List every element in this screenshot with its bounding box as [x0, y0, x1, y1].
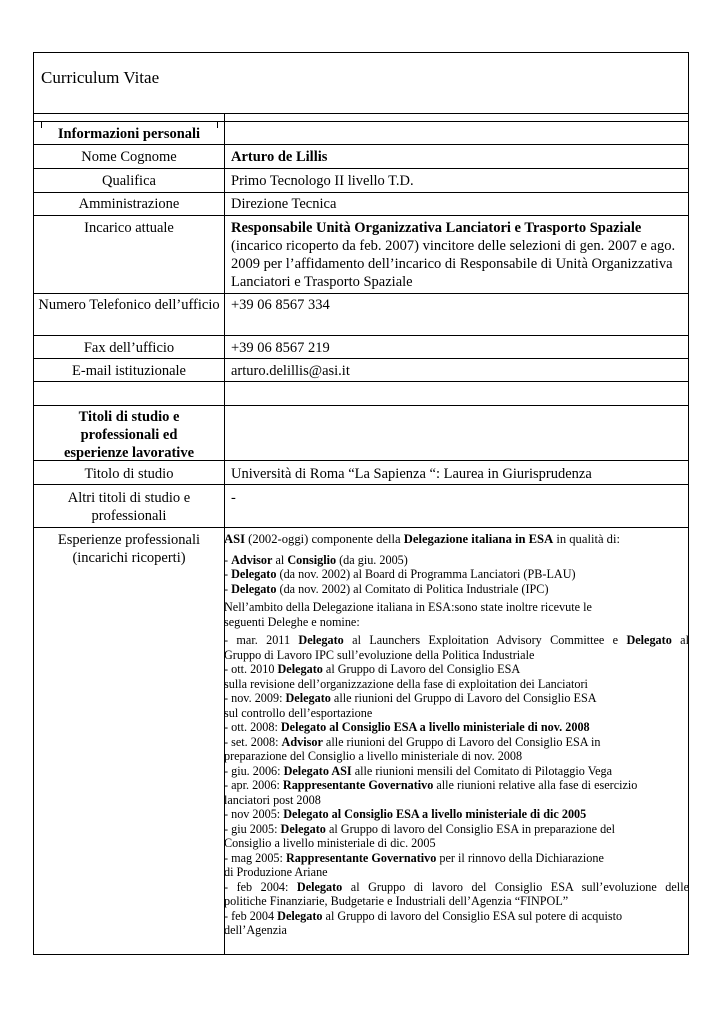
list-item: - ott. 2008: Delegato al Consiglio ESA a livello ministeriale di nov. 2008: [224, 720, 590, 734]
list-item: - giu. 2006: Delegato ASI alle riunioni mensili del Comitato di Pilotaggio Vega: [224, 763, 613, 778]
divider: [33, 168, 689, 169]
deleghe-list: - mar. 2011 Delegato al Launchers Exploitation Advisory Committee e Delegato al Gruppo di Lavoro IPC sull’evoluzione della Politica Industriale - ott. 2010 Delegato al Gruppo di Lavoro del Consiglio ESA sulla revisione dell’organizzazione della fase di exploitation dei Lanciatori - nov. 2009: Delegato alle riunioni del Gruppo di Lavoro del Consiglio ESA sul controllo dell’esportazione - ott. 2008: Delegato al Consiglio ESA a livello ministeriale di nov. 2008 - set. 2008: Advisor alle riunioni del Gruppo di Lavoro del Consiglio ESA in preparazione del Consiglio a livello ministeriale di nov. 2008 - giu. 2006: Delegato ASI alle riunioni mensili del Comitato di Pilotaggio Vega - apr. 2006: Rappresentante Governativo alle riunioni relative alla fase di esercizio lanciatori post 2008 - nov 2005: Delegato al Consiglio ESA a livello ministeriale di dic 2005 - giu 2005: Delegato al Gruppo di lavoro del Consiglio ESA in preparazione del Consiglio a livello ministeriale di dic. 2005 - mag 2005: Rappresentante Governativo per il rinnovo della Dichiarazione di Produzione Ariane - feb 2004: Delegato al Gruppo di lavoro del Consiglio ESA sull’evoluzione delle politiche Finanziarie, Budgetarie e Industriali dell’Agenzia “FINPOL” - feb 2004 Delegato al Gruppo di lavoro del Consiglio ESA sul potere di acquisto dell’Agenzia: [224, 633, 689, 937]
divider: [33, 121, 689, 122]
section-header-studies: Titoli di studio e professionali ed esperienze lavorative: [63, 409, 195, 461]
label-incarico: Incarico attuale: [84, 220, 174, 236]
incarico-title: Responsabile Unità Organizzativa Lanciatori e Trasporto Spaziale: [231, 220, 642, 236]
incarico-details: (incarico ricoperto da feb. 2007) vincitore delle selezioni di gen. 2007 e ago. 2009 per l’affidamento dell’incarico di Responsabile di Unità Organizzativa Lanciatori e Trasporto Spaziale: [231, 238, 676, 290]
value-altri-titoli: -: [231, 490, 236, 506]
divider: [33, 144, 689, 145]
list-item: - nov. 2009: Delegato alle riunioni del Gruppo di Lavoro del Consiglio ESA: [224, 691, 597, 705]
divider: [33, 484, 689, 485]
list-item: - feb 2004: Delegato al Gruppo di lavoro del Consiglio ESA sull’evoluzione delle: [224, 879, 689, 894]
label-amministrazione: Amministrazione: [78, 196, 180, 212]
label-fax: Fax dell’ufficio: [83, 340, 175, 356]
divider: [33, 113, 689, 114]
label-altri-titoli: Altri titoli di studio e professionali: [67, 490, 191, 524]
list-item: - mar. 2011 Delegato al Launchers Exploitation Advisory Committee e Delegato al: [224, 633, 689, 647]
value-telefono: +39 06 8567 334: [231, 297, 330, 313]
list-item: - Delegato (da nov. 2002) al Board di Programma Lanciatori (PB-LAU): [224, 567, 576, 581]
divider: [33, 293, 689, 294]
divider: [33, 215, 689, 216]
page-title: Curriculum Vitae: [41, 68, 160, 87]
list-item: - giu 2005: Delegato al Gruppo di lavoro del Consiglio ESA in preparazione del: [224, 821, 615, 836]
value-name: Arturo de Lillis: [231, 149, 328, 165]
list-item: - nov 2005: Delegato al Consiglio ESA a livello ministeriale di dic 2005: [224, 807, 587, 821]
divider: [33, 527, 689, 528]
label-email: E-mail istituzionale: [72, 363, 186, 379]
experience-intro: ASI (2002-oggi) componente della Delegazione italiana in ESA in qualità di:: [224, 532, 620, 546]
list-item: - mag 2005: Rappresentante Governativo per il rinnovo della Dichiarazione: [224, 850, 604, 865]
label-esperienze: Esperienze professionali (incarichi ricoperti): [57, 532, 201, 566]
value-amministrazione: Direzione Tecnica: [231, 196, 337, 212]
value-qualifica: Primo Tecnologo II livello T.D.: [231, 173, 414, 189]
divider: [33, 358, 689, 359]
label-telefono: Numero Telefonico dell’ufficio: [38, 297, 220, 313]
deleghe-intro: Nell’ambito della Delegazione italiana in ESA:sono state inoltre ricevute le seguenti Deleghe e nomine:: [224, 600, 592, 629]
value-fax: +39 06 8567 219: [231, 340, 330, 356]
divider: [33, 335, 689, 336]
experience-block: [224, 529, 689, 938]
divider: [33, 405, 689, 406]
list-item: - apr. 2006: Rappresentante Governativo alle riunioni relative alla fase di esercizio: [224, 778, 638, 792]
list-item: - ott. 2010 Delegato al Gruppo di Lavoro del Consiglio ESA: [224, 662, 521, 676]
list-item: - set. 2008: Advisor alle riunioni del Gruppo di Lavoro del Consiglio ESA in: [224, 734, 601, 749]
divider: [33, 192, 689, 193]
list-item: - feb 2004 Delegato al Gruppo di lavoro del Consiglio ESA sul potere di acquisto: [224, 908, 623, 923]
value-email[interactable]: arturo.delillis@asi.it: [231, 363, 350, 379]
list-item: - Advisor al Consiglio (da giu. 2005): [224, 552, 408, 567]
label-qualifica: Qualifica: [102, 173, 156, 189]
value-titolo-studio: Università di Roma “La Sapienza “: Laurea in Giurisprudenza: [231, 466, 592, 482]
divider: [33, 381, 689, 382]
section-header-personal: Informazioni personali: [57, 126, 201, 142]
value-incarico: [231, 219, 683, 291]
roles-list: [224, 553, 689, 597]
label-titolo-studio: Titolo di studio: [84, 466, 174, 482]
list-item: - Delegato (da nov. 2002) al Comitato di Politica Industriale (IPC): [224, 581, 549, 596]
label-name: Nome Cognome: [81, 149, 177, 165]
